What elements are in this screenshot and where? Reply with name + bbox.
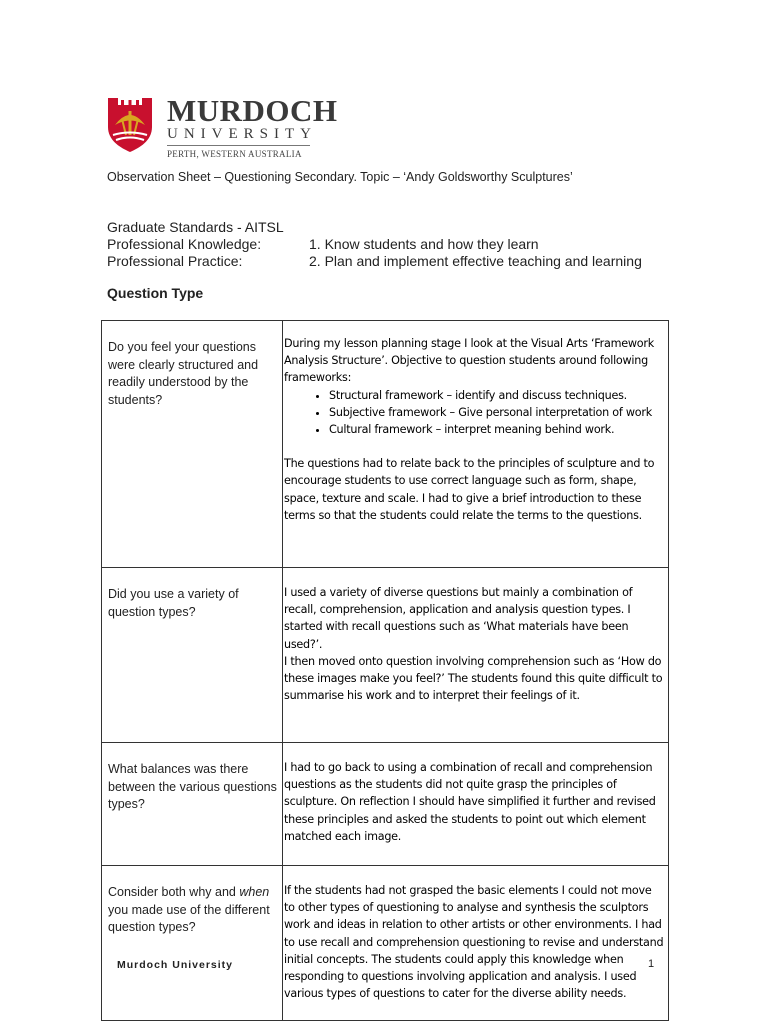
standards-title: Graduate Standards - AITSL [107,219,284,235]
answer-cell [283,321,669,568]
answer-cell: If the students had not grasped the basic elements I could not move to other types of questioning to analyse and synthesis the sculptors work and ideas in relation to other artists or other environments. I had to use recall and comprehension questioning to revise and understand initial concepts. The students could apply this knowledge when responding to questions involving application and analysis. I used various types of questions to cater for the diverse ability needs. [283,866,669,1021]
answer-intro: During my lesson planning stage I look at the Visual Arts ‘Framework Analysis Structure’. Objective to question students around following frameworks: [284,337,654,385]
table-row [102,866,669,1021]
standards-label: Professional Knowledge: [107,236,262,252]
question-text: Consider both why and [108,885,240,899]
answer-cell: I had to go back to using a combination of recall and comprehension questions as the students did not quite grasp the principles of sculpture. On reflection I should have simplified it further and revised these principles and asked the students to point out which element matched each image. [283,743,669,866]
table-row [102,743,669,866]
question-cell: Did you use a variety of question types? [102,568,283,743]
answer-paragraph: I then moved onto question involving comprehension such as ‘How do these images make you feel?’ The students found this quite difficult to summarise his work and to interpret their feelings of it. [284,654,663,703]
university-crest-icon [107,97,153,153]
answer-cell [283,568,669,743]
logo-divider [167,145,310,146]
framework-list [284,387,665,439]
question-text: you made use of the different question types? [108,902,270,934]
standards-label: Professional Practice: [107,253,243,269]
footer-institution: Murdoch University [117,959,234,971]
page-number: 1 [648,958,655,970]
list-item: • Structural framework – identify and discuss techniques. [329,387,665,404]
question-emphasis: when [239,885,270,899]
standards-row [107,253,642,270]
answer-paragraph: I used a variety of diverse questions but mainly a combination of recall, comprehension, application and analysis question types. I started with recall questions such as ‘What materials have been used?’. [284,586,633,651]
logo-wordmark [167,95,338,159]
logo-location: PERTH, WESTERN AUSTRALIA [167,149,302,159]
list-item: • Cultural framework – interpret meaning behind work. [329,421,665,438]
question-type-table [101,320,669,1021]
list-item: • Subjective framework – Give personal interpretation of work [329,404,665,421]
observation-sheet-heading: Observation Sheet – Questioning Secondary. Topic – ‘Andy Goldsworthy Sculptures’ [107,170,573,184]
question-cell: What balances was there between the various questions types? [102,743,283,866]
question-cell [102,866,283,1021]
question-cell: Do you feel your questions were clearly structured and readily understood by the students? [102,321,283,568]
logo-university: UNIVERSITY [167,126,317,142]
standards-value: 1. Know students and how they learn [309,236,539,252]
section-title: Question Type [107,285,204,301]
standards-row [107,236,642,253]
table-row [102,568,669,743]
graduate-standards [107,219,642,270]
murdoch-university-logo [107,93,338,159]
logo-name: MURDOCH [167,93,338,128]
answer-paragraph: The questions had to relate back to the principles of sculpture and to encourage students to use correct language such as form, shape, space, texture and scale. I had to give a brief introduction to these terms so that the students could relate the terms to the questions. [284,457,655,522]
table-row [102,321,669,568]
standards-value: 2. Plan and implement effective teaching and learning [309,253,642,269]
